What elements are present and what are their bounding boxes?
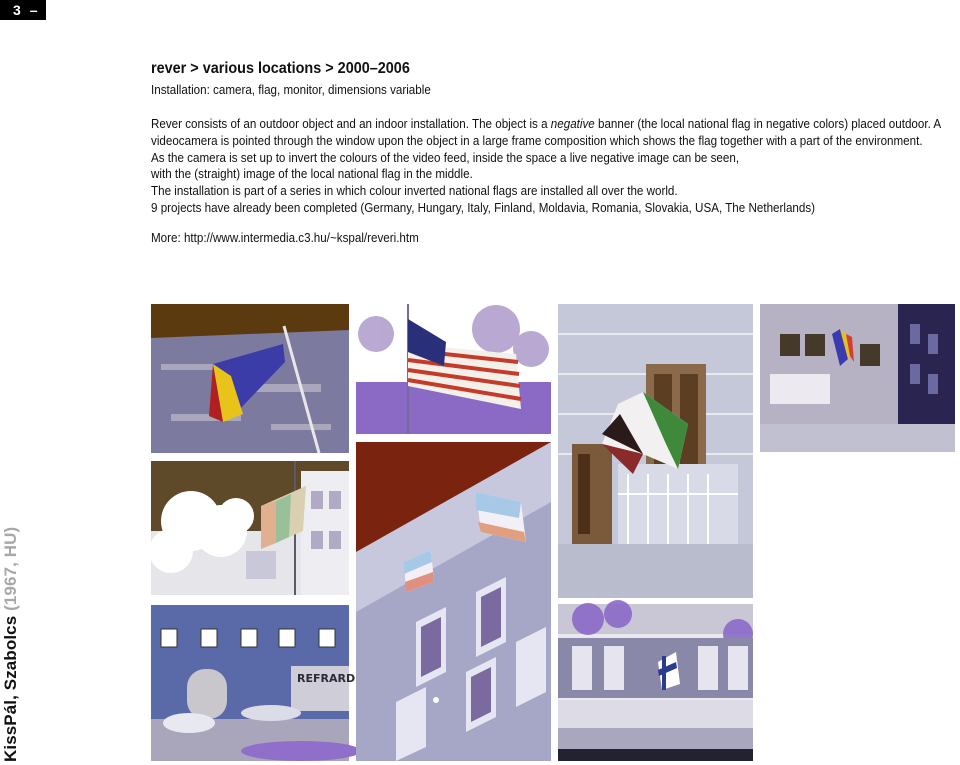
photo-red-sky-building: [356, 442, 551, 761]
description-line-2: videocamera is pointed through the window upon the object in a large frame composition which shows the flag together with a part of the environment.: [151, 133, 923, 148]
page-dash: –: [29, 2, 38, 18]
author-name: KissPál, Szabolcs: [1, 615, 20, 762]
work-subtitle: Installation: camera, flag, monitor, dimensions variable: [151, 83, 431, 97]
description-line-6: 9 projects have already been completed (Germany, Hungary, Italy, Finland, Moldavia, Romania, Slovakia, USA, The Netherlands): [151, 200, 816, 215]
author-years: (1967, HU): [1, 526, 20, 616]
page-number-tab: [0, 0, 46, 20]
description-line-4: with the (straight) image of the local national flag in the middle.: [151, 167, 473, 182]
photo-field-flag: [151, 304, 349, 453]
description-paragraph: [151, 116, 951, 217]
photo-finnish-flag-facade: [558, 604, 753, 761]
photo-corner-building: [760, 304, 955, 452]
description-line-3: As the camera is set up to invert the colours of the video feed, inside the space a live negative image can be seen,: [151, 150, 740, 165]
work-title: rever > various locations > 2000–2006: [151, 60, 410, 77]
photo-street-square: [151, 601, 356, 761]
description-line-1: Rever consists of an outdoor object and an indoor installation. The object is a negative banner (the local national flag in negative colors) placed outdoor. A: [151, 117, 942, 131]
photo-village-flag: [151, 461, 349, 595]
author-vertical-label: [1, 527, 21, 762]
shop-sign-text: REFRARD: [297, 672, 356, 685]
photo-us-flag: [356, 304, 551, 434]
page-number: 3: [13, 2, 21, 18]
artwork-text: [151, 60, 951, 245]
photo-building-tricolor: [558, 304, 753, 598]
more-link[interactable]: More: http://www.intermedia.c3.hu/~kspal/reveri.htm: [151, 230, 419, 245]
description-line-5: The installation is part of a series in which colour inverted national flags are installed all over the world.: [151, 184, 678, 199]
